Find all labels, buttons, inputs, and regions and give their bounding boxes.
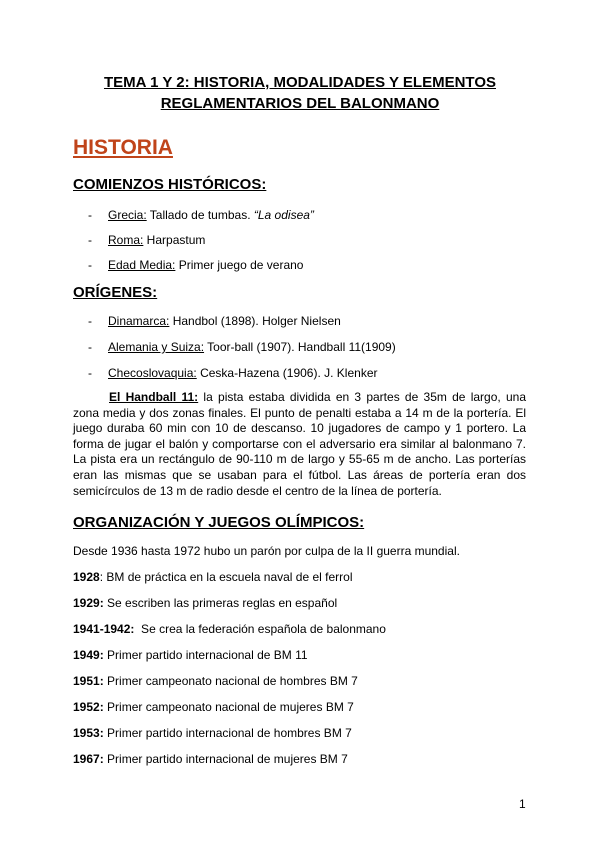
event-text: Primer partido internacional de mujeres BM 7: [103, 752, 348, 766]
list-item: [88, 314, 341, 328]
bullet-dash: -: [88, 208, 92, 222]
bullet-dash: -: [88, 340, 92, 354]
timeline-item: [73, 674, 358, 688]
section-heading-origenes: ORÍGENES:: [73, 284, 158, 301]
timeline-item: [73, 622, 386, 636]
title-line-2: REGLAMENTARIOS DEL BALONMANO: [160, 95, 440, 112]
item-text: Primer juego de verano: [175, 258, 304, 272]
event-year: 1953:: [73, 726, 104, 740]
timeline-item: [73, 726, 352, 740]
event-year: 1949:: [73, 648, 104, 662]
event-text: Primer campeonato nacional de mujeres BM 7: [103, 700, 354, 714]
event-year: 1929:: [73, 596, 104, 610]
page-number: 1: [519, 797, 526, 811]
event-year: 1952:: [73, 700, 104, 714]
list-item: [88, 258, 303, 272]
event-text: Se escriben las primeras reglas en español: [103, 596, 338, 610]
event-text: : BM de práctica en la escuela naval de el ferrol: [99, 570, 353, 584]
event-year: 1928: [73, 570, 100, 584]
item-label: Grecia:: [108, 208, 147, 222]
list-item: [88, 340, 396, 354]
event-text: Primer partido internacional de BM 11: [103, 648, 308, 662]
intro-text: Desde 1936 hasta 1972 hubo un parón por culpa de la II guerra mundial.: [73, 544, 460, 558]
bullet-dash: -: [88, 233, 92, 247]
event-year: 1941-1942:: [73, 622, 135, 636]
main-heading: HISTORIA: [73, 136, 173, 159]
item-text: Harpastum: [143, 233, 206, 247]
paragraph-text: la pista estaba dividida en 3 partes de 35m de largo, una zona media y dos zonas finales. El punto de penalti estaba a 14 m de la portería. El juego duraba 60 min con 10 de descanso. 10 jugadores de campo y 1 portero. La forma de jugar el balón y comportarse con el adversario era similar al balonmano 7. La pista era un rectángulo de 90-110 m de largo y 55-65 m de ancho. Las porterías eran las mismas que se usaban para el fútbol. Las áreas de portería eran dos semicírculos de 13 m de radio desde el centro de la línea de portería.: [73, 390, 526, 498]
item-label: Alemania y Suiza:: [108, 340, 205, 354]
item-label: Checoslovaquia:: [108, 366, 197, 380]
section-heading-comienzos: COMIENZOS HISTÓRICOS:: [73, 176, 267, 193]
event-text: Primer partido internacional de hombres BM 7: [103, 726, 352, 740]
event-year: 1951:: [73, 674, 104, 688]
item-italic: “La odisea”: [253, 208, 314, 222]
item-label: Edad Media:: [108, 258, 176, 272]
item-text: Ceska-Hazena (1906). J. Klenker: [196, 366, 378, 380]
item-text: Handbol (1898). Holger Nielsen: [169, 314, 341, 328]
handball-11-paragraph: [73, 390, 526, 499]
item-label: Dinamarca:: [108, 314, 170, 328]
event-text: Se crea la federación española de balonmano: [134, 622, 386, 636]
title-line-1: TEMA 1 Y 2: HISTORIA, MODALIDADES Y ELEMENTOS: [103, 74, 496, 91]
item-text: Toor-ball (1907). Handball 11(1909): [204, 340, 396, 354]
bullet-dash: -: [88, 366, 92, 380]
list-item: [88, 208, 314, 222]
bullet-dash: -: [88, 314, 92, 328]
section-heading-organizacion: ORGANIZACIÓN Y JUEGOS OLÍMPICOS:: [73, 514, 365, 531]
event-text: Primer campeonato nacional de hombres BM 7: [103, 674, 358, 688]
timeline-item: [73, 596, 337, 610]
timeline-item: [73, 648, 308, 662]
item-label: Roma:: [108, 233, 144, 247]
paragraph-label: El Handball 11:: [109, 390, 199, 404]
timeline-item: [73, 700, 354, 714]
timeline-item: [73, 570, 353, 584]
list-item: [88, 233, 205, 247]
item-text: Tallado de tumbas.: [146, 208, 254, 222]
timeline-item: [73, 752, 348, 766]
document-title: [60, 72, 540, 114]
list-item: [88, 366, 377, 380]
event-year: 1967:: [73, 752, 104, 766]
bullet-dash: -: [88, 258, 92, 272]
